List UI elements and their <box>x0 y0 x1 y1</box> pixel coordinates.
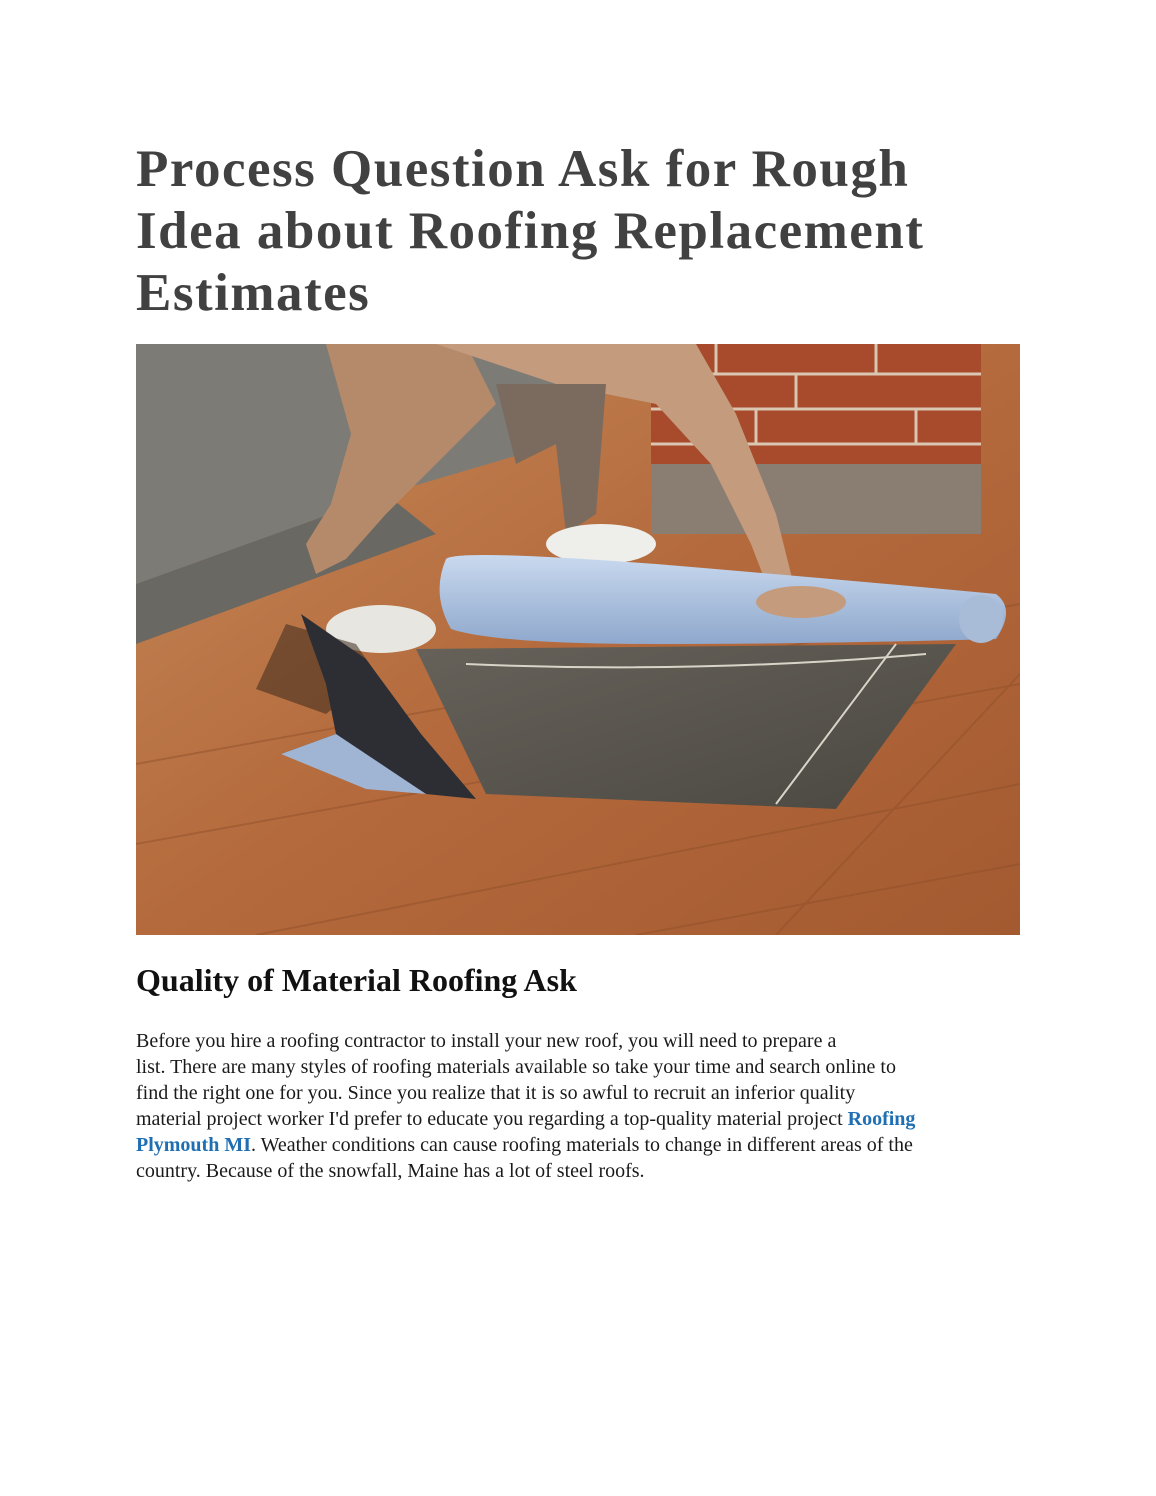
paragraph-line-6: country. Because of the snowfall, Maine has a lot of steel roofs. <box>136 1160 645 1182</box>
paragraph-line-2: list. There are many styles of roofing materials available so take your time and search online to <box>136 1056 896 1078</box>
body-paragraph <box>136 1028 1036 1184</box>
paragraph-line-4 <box>136 1106 1036 1132</box>
title-line-2: Idea about Roofing Replacement <box>136 202 925 260</box>
roofing-plymouth-link-part-2[interactable]: Plymouth MI <box>136 1134 251 1156</box>
roofing-plymouth-link-part-1[interactable]: Roofing <box>847 1108 916 1130</box>
paragraph-line-1: Before you hire a roofing contractor to install your new roof, you will need to prepare a <box>136 1030 837 1052</box>
paragraph-line-3: find the right one for you. Since you realize that it is so awful to recruit an inferior quality <box>136 1082 856 1104</box>
roofing-photo-icon <box>136 344 1020 935</box>
title-line-3: Estimates <box>136 264 371 322</box>
roofing-photo <box>136 344 1020 935</box>
paragraph-line-5 <box>136 1132 1036 1158</box>
section-heading: Quality of Material Roofing Ask <box>136 962 577 998</box>
title-line-1: Process Question Ask for Rough <box>136 140 910 198</box>
paragraph-line-5-text: . Weather conditions can cause roofing materials to change in different areas of the <box>251 1134 913 1156</box>
page-title <box>136 138 1036 324</box>
paragraph-line-4-text: material project worker I'd prefer to educate you regarding a top-quality material project <box>136 1108 848 1130</box>
